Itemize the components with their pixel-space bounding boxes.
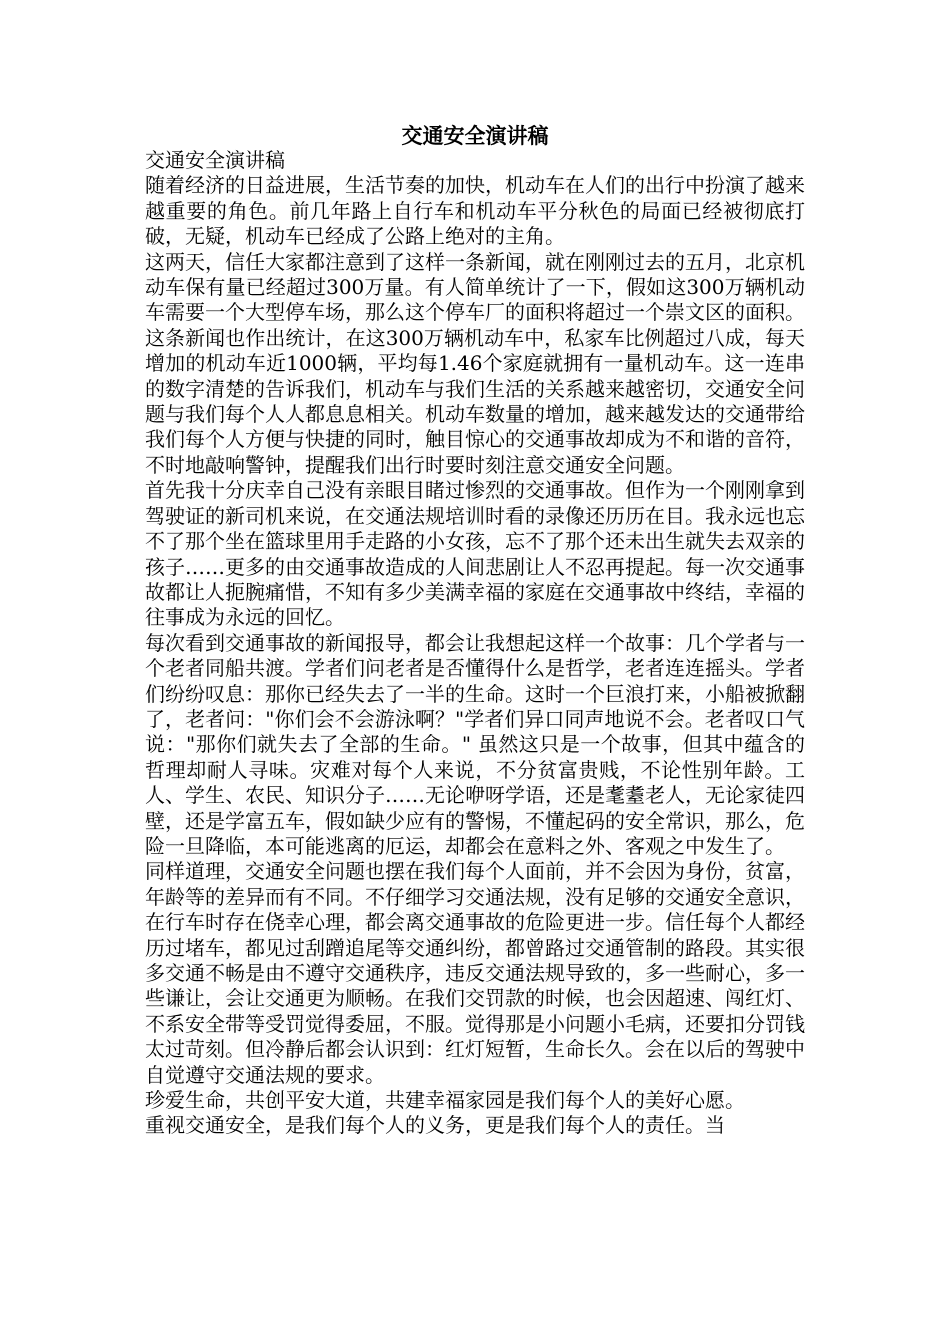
document-title: 交通安全演讲稿 — [401, 123, 549, 148]
paragraph-4: 每次看到交通事故的新闻报导，都会让我想起这样一个故事：几个学者与一个老者同船共渡。学者们问老者是否懂得什么是哲学，老者连连摇头。学者们纷纷叹息：那你已经失去了一半的生命。这时一个巨浪打来，小船被掀翻了，老者问："你们会不会游泳啊？"学者们异口同声地说不会。老者叹口气说："那你们就失去了全部的生命。" 虽然这只是一个故事，但其中蕴含的哲理却耐人寻味。灾难对每个人来说，不分贫富贵贱，不论性别年龄。工人、学生、农民、知识分子……无论咿呀学语，还是耄耋老人，无论家徒四壁，还是学富五车，假如缺少应有的警惕，不懂起码的安全常识，那么，危险一旦降临，本可能逃离的厄运，却都会在意料之外、客观之中发生了。 — [145, 630, 805, 858]
paragraph-3: 首先我十分庆幸自己没有亲眼目睹过惨烈的交通事故。但作为一个刚刚拿到驾驶证的新司机来说，在交通法规培训时看的录像还历历在目。我永远也忘不了那个坐在篮球里用手走路的小女孩，忘不了那个还未出生就失去双亲的孩子……更多的由交通事故造成的人间悲剧让人不忍再提起。每一次交通事故都让人扼腕痛惜，不知有多少美满幸福的家庭在交通事故中终结，幸福的往事成为永远的回忆。 — [145, 478, 805, 630]
paragraph-5: 同样道理，交通安全问题也摆在我们每个人面前，并不会因为身份，贫富，年龄等的差异而有不同。不仔细学习交通法规，没有足够的交通安全意识，在行车时存在侥幸心理，都会离交通事故的危险更进一步。信任每个人都经历过堵车，都见过刮蹭追尾等交通纠纷，都曾路过交通管制的路段。其实很多交通不畅是由不遵守交通秩序，违反交通法规导致的，多一些耐心，多一些谦让，会让交通更为顺畅。在我们交罚款的时候，也会因超速、闯红灯、不系安全带等受罚觉得委屈，不服。觉得那是小问题小毛病，还要扣分罚钱太过苛刻。但冷静后都会认识到：红灯短暂，生命长久。会在以后的驾驶中自觉遵守交通法规的要求。 — [145, 859, 805, 1087]
paragraph-2: 这两天，信任大家都注意到了这样一条新闻，就在刚刚过去的五月，北京机动车保有量已经超过300万量。有人简单统计了一下，假如这300万辆机动车需要一个大型停车场，那么这个停车厂的面积将超过一个崇文区的面积。这条新闻也作出统计，在这300万辆机动车中，私家车比例超过八成，每天增加的机动车近1000辆，平均每1.46个家庭就拥有一量机动车。这一连串的数字清楚的告诉我们，机动车与我们生活的关系越来越密切，交通安全问题与我们每个人人都息息相关。机动车数量的增加，越来越发达的交通带给我们每个人方便与快捷的同时，触目惊心的交通事故却成为不和谐的音符，不时地敲响警钟，提醒我们出行时要时刻注意交通安全问题。 — [145, 249, 805, 477]
document-body — [145, 148, 805, 1139]
subtitle-line: 交通安全演讲稿 — [145, 148, 285, 172]
paragraph-7: 重视交通安全，是我们每个人的义务，更是我们每个人的责任。当 — [145, 1113, 725, 1138]
paragraph-6: 珍爱生命，共创平安大道，共建幸福家园是我们每个人的美好心愿。 — [145, 1088, 745, 1113]
paragraph-1: 随着经济的日益进展，生活节奏的加快，机动车在人们的出行中扮演了越来越重要的角色。前几年路上自行车和机动车平分秋色的局面已经被彻底打破，无疑，机动车已经成了公路上绝对的主角。 — [145, 173, 805, 249]
